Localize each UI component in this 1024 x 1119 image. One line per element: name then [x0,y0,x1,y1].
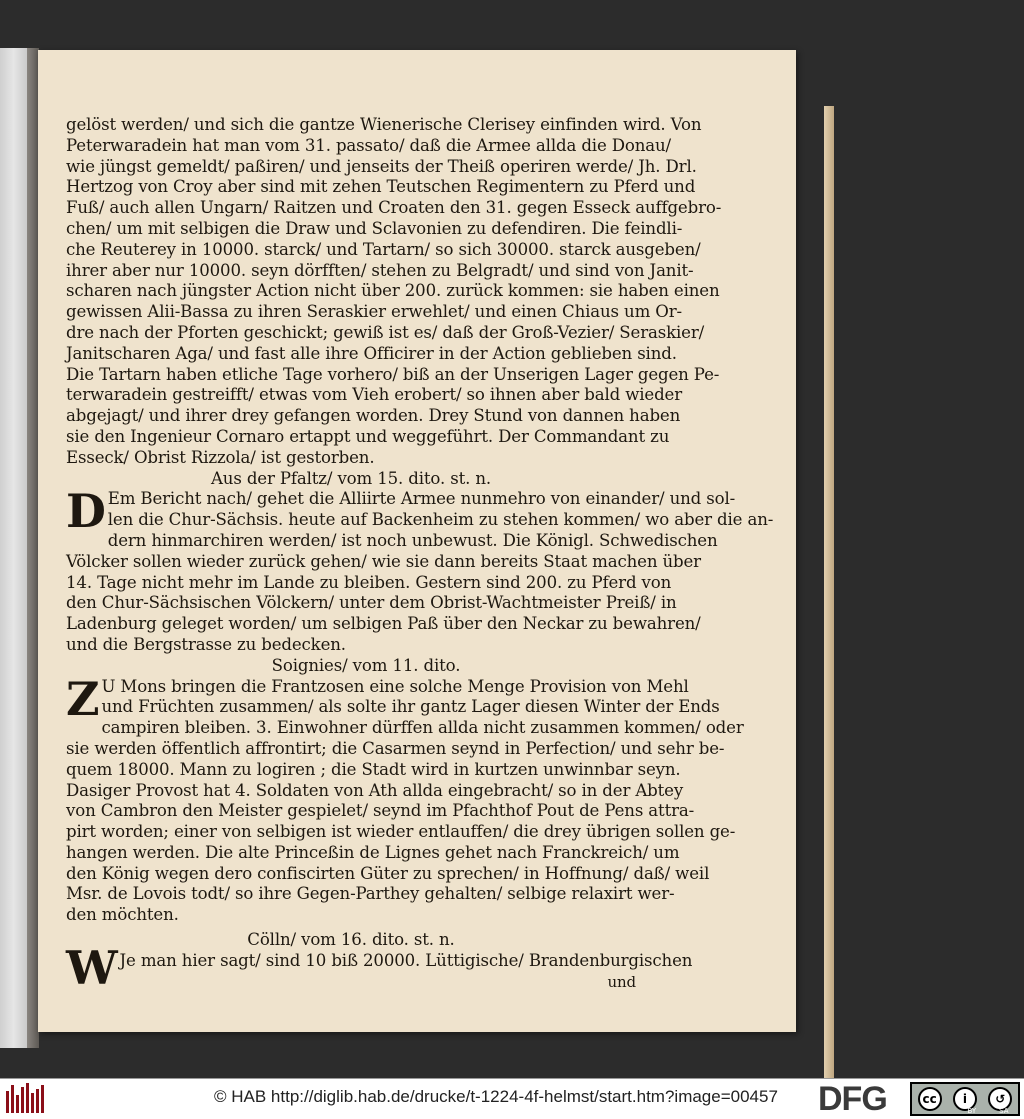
text-line: den Chur-Sächsischen Völckern/ unter dem Obrist-Wachtmeister Preiß/ in [66,593,677,613]
text-line: campiren bleiben. 3. Einwohner dürffen allda nicht zusammen kommen/ oder [101,718,744,738]
hab-logo-icon[interactable] [6,1083,46,1113]
copyright-link[interactable]: © HAB http://diglib.hab.de/drucke/t-1224-4f-helmst/start.htm?image=00457 [214,1087,778,1106]
drop-cap: D [66,484,106,539]
heading-coelln: Cölln/ vom 16. dito. st. n. [247,930,455,950]
text-line: quem 18000. Mann zu logiren ; die Stadt wird in kurtzen unwinnbar seyn. [66,759,681,779]
text-line: wie jüngst gemeldt/ paßiren/ und jenseits der Theiß operiren werde/ Jh. Drl. [66,156,697,176]
text-line: Die Tartarn haben etliche Tage vorhero/ biß an der Unserigen Lager gegen Pe- [66,364,720,384]
dfg-logo[interactable]: DFG [818,1080,887,1118]
cc-icon: cc [918,1087,942,1111]
page-edge [824,106,834,1080]
text-line: Je man hier sagt/ sind 10 biß 20000. Lüttigische/ Brandenburgischen [119,950,693,970]
text-line: len die Chur-Sächsis. heute auf Backenheim zu stehen kommen/ wo aber die an- [107,510,774,530]
text-line: ihrer aber nur 10000. seyn dörfften/ stehen zu Belgradt/ und sind von Janit- [66,260,694,280]
text-line: Peterwaradein hat man vom 31. passato/ daß die Armee allda die Donau/ [66,135,671,155]
paragraph-2 [66,484,774,655]
text-line: und die Bergstrasse zu bedecken. [66,634,346,654]
text-line: Em Bericht nach/ gehet die Alliirte Armee nunmehro von einander/ und sol- [107,489,736,509]
cc-sa-label: SA [999,1107,1009,1115]
text-line: und Früchten zusammen/ als solte ihr gantz Lager diesen Winter der Ends [101,697,720,717]
page-text [66,115,774,995]
text-line: terwaradein gestreifft/ etwas vom Vieh erobert/ so ihnen aber bald wieder [66,385,682,405]
text-line: gelöst werden/ und sich die gantze Wienerische Clerisey einfinden wird. Von [66,115,702,134]
text-line: hangen werden. Die alte Princeßin de Lignes gehet nach Franckreich/ um [66,842,680,862]
drop-cap: W [66,940,118,995]
cc-by-label: BY [967,1107,977,1115]
heading-soignies: Soignies/ vom 11. dito. [271,655,461,675]
heading-pfaltz: Aus der Pfaltz/ vom 15. dito. st. n. [210,468,492,488]
text-line: scharen nach jüngster Action nicht über 200. zurück kommen: sie haben einen [66,281,720,301]
text-line: Dasiger Provost hat 4. Soldaten von Ath allda eingebracht/ so in der Abtey [66,780,684,800]
cc-license-badge[interactable] [910,1082,1020,1116]
text-line: Janitscharen Aga/ und fast alle ihre Officirer in der Action geblieben sind. [66,343,677,363]
text-line: dre nach der Pforten geschickt; gewiß ist es/ daß der Groß-Vezier/ Seraskier/ [66,322,705,342]
drop-cap: Z [66,671,100,726]
text-line: sie den Ingenieur Cornaro ertappt und weggeführt. Der Commandant zu [66,426,670,446]
text-line: Fuß/ auch allen Ungarn/ Raitzen und Croaten den 31. gegen Esseck auffgebro- [66,198,722,218]
text-line: den König wegen dero confiscirten Güter zu sprechen/ in Hoffnung/ daß/ weil [66,863,710,883]
text-line: che Reuterey in 10000. starck/ und Tartarn/ so sich 30000. starck ausgeben/ [66,239,701,259]
text-line: den möchten. [66,905,179,925]
text-line: U Mons bringen die Frantzosen eine solche Menge Provision von Mehl [101,676,689,696]
text-line: 14. Tage nicht mehr im Lande zu bleiben. Gestern sind 200. zu Pferd von [66,572,672,592]
text-line: Ladenburg geleget worden/ um selbigen Paß über den Neckar zu bewahren/ [66,614,701,634]
text-line: Msr. de Lovois todt/ so ihre Gegen-Parthey gehalten/ selbige relaxirt wer- [66,884,675,904]
footer-bar [0,1078,1024,1119]
paragraph-1 [66,115,722,469]
text-line: pirt worden; einer von selbigen ist wieder entlauffen/ die drey übrigen sollen ge- [66,822,736,842]
text-line: von Cambron den Meister gespielet/ seynd im Pfachthof Pout de Pens attra- [66,801,695,821]
text-line: Hertzog von Croy aber sind mit zehen Teutschen Regimentern zu Pferd und [66,177,696,197]
paragraph-3 [66,671,744,927]
text-line: chen/ um mit selbigen die Draw und Sclavonien zu defendiren. Die feindli- [66,218,683,238]
text-line: Völcker sollen wieder zurück gehen/ wie sie dann bereits Staat machen über [66,551,701,571]
by-icon: i [953,1087,977,1111]
text-line: dern hinmarchiren werden/ ist noch unbewust. Die Königl. Schwedischen [107,530,718,550]
text-line: gewissen Alii-Bassa zu ihren Seraskier erwehlet/ und einen Chiaus um Or- [66,302,682,322]
text-line: abgejagt/ und ihrer drey gefangen worden. Drey Stund von dannen haben [66,406,681,426]
text-line: Esseck/ Obrist Rizzola/ ist gestorben. [66,447,375,467]
text-line: sie werden öffentlich affrontirt; die Casarmen seynd in Perfection/ und sehr be- [66,738,725,758]
sa-icon: ↺ [988,1087,1012,1111]
catchword: und [607,972,636,991]
